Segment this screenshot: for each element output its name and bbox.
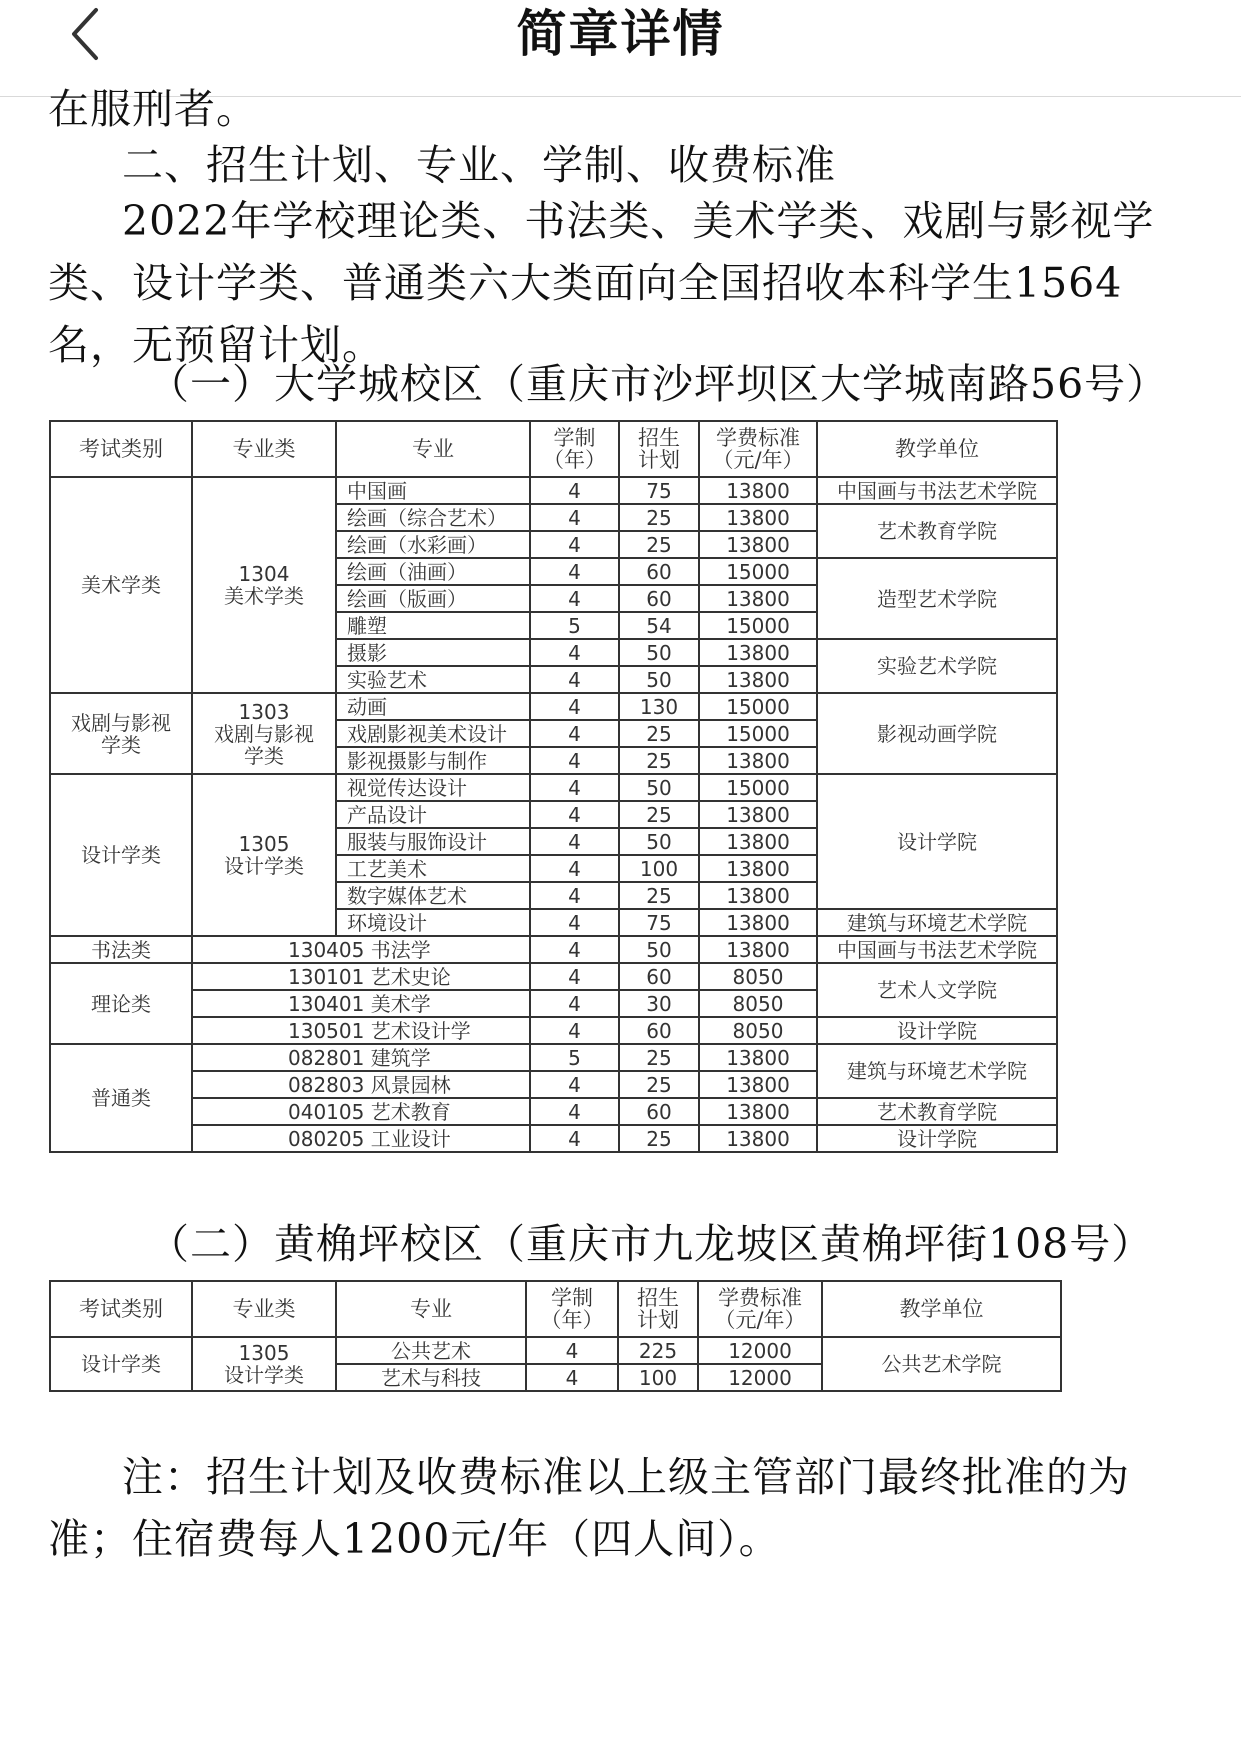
category-cell: 美术学类 — [50, 477, 192, 693]
plan-cell: 50 — [619, 666, 699, 693]
major-cell: 动画 — [336, 693, 530, 720]
fee-cell: 12000 — [698, 1337, 822, 1364]
unit-cell: 建筑与环境艺术学院 — [817, 909, 1057, 936]
years-cell: 4 — [530, 990, 619, 1017]
fee-cell: 13800 — [699, 666, 817, 693]
major-cell: 戏剧影视美术设计 — [336, 720, 530, 747]
unit-cell: 建筑与环境艺术学院 — [817, 1044, 1057, 1098]
years-cell: 4 — [530, 504, 619, 531]
years-cell: 4 — [530, 774, 619, 801]
major-cell: 工艺美术 — [336, 855, 530, 882]
plan-cell: 75 — [619, 909, 699, 936]
major-class-cell: 1304 美术学类 — [192, 477, 336, 693]
fee-cell: 13800 — [699, 909, 817, 936]
years-cell: 4 — [530, 747, 619, 774]
plan-cell: 60 — [619, 1098, 699, 1125]
unit-cell: 造型艺术学院 — [817, 558, 1057, 639]
unit-cell: 设计学院 — [817, 774, 1057, 909]
table-header-row — [50, 421, 1057, 477]
enrollment-table-campus1 — [49, 420, 1058, 1153]
table-row — [50, 963, 1057, 990]
unit-cell: 实验艺术学院 — [817, 639, 1057, 693]
fee-cell: 13800 — [699, 747, 817, 774]
years-cell: 4 — [530, 720, 619, 747]
years-cell: 4 — [530, 1017, 619, 1044]
plan-cell: 25 — [619, 801, 699, 828]
major-cell: 绘画（综合艺术） — [336, 504, 530, 531]
plan-cell: 60 — [619, 963, 699, 990]
major-cell: 实验艺术 — [336, 666, 530, 693]
years-cell: 4 — [530, 1098, 619, 1125]
header-major: 专业 — [336, 1281, 526, 1337]
plan-cell: 100 — [618, 1364, 698, 1391]
years-cell: 4 — [526, 1364, 618, 1391]
enrollment-table-campus2 — [49, 1280, 1062, 1392]
table-row — [50, 477, 1057, 504]
category-cell: 戏剧与影视 学类 — [50, 693, 192, 774]
years-cell: 4 — [530, 558, 619, 585]
table-row — [50, 774, 1057, 801]
table-row — [50, 693, 1057, 720]
plan-cell: 60 — [619, 558, 699, 585]
header-category: 考试类别 — [50, 421, 192, 477]
years-cell: 4 — [530, 585, 619, 612]
header-duration: 学制 （年） — [526, 1281, 618, 1337]
major-cell: 080205 工业设计 — [192, 1125, 530, 1152]
plan-cell: 100 — [619, 855, 699, 882]
header-major-class: 专业类 — [192, 1281, 336, 1337]
major-cell: 视觉传达设计 — [336, 774, 530, 801]
unit-cell: 设计学院 — [817, 1125, 1057, 1152]
fee-cell: 13800 — [699, 477, 817, 504]
campus2-heading: （二）黄桷坪校区（重庆市九龙坡区黄桷坪街108号） — [148, 1220, 1154, 1268]
years-cell: 4 — [530, 882, 619, 909]
plan-cell: 30 — [619, 990, 699, 1017]
unit-cell: 影视动画学院 — [817, 693, 1057, 774]
category-cell: 书法类 — [50, 936, 192, 963]
fee-cell: 13800 — [699, 504, 817, 531]
major-cell: 绘画（版画） — [336, 585, 530, 612]
major-class-cell: 1305 设计学类 — [192, 1337, 336, 1391]
major-cell: 公共艺术 — [336, 1337, 526, 1364]
fee-cell: 8050 — [699, 963, 817, 990]
years-cell: 4 — [530, 801, 619, 828]
major-class-cell: 1305 设计学类 — [192, 774, 336, 936]
major-cell: 130501 艺术设计学 — [192, 1017, 530, 1044]
major-cell: 摄影 — [336, 639, 530, 666]
unit-cell: 中国画与书法艺术学院 — [817, 936, 1057, 963]
years-cell: 4 — [530, 666, 619, 693]
page-title: 简章详情 — [516, 5, 725, 63]
category-cell: 普通类 — [50, 1044, 192, 1152]
major-cell: 数字媒体艺术 — [336, 882, 530, 909]
fee-cell: 13800 — [699, 936, 817, 963]
plan-cell: 25 — [619, 1044, 699, 1071]
category-cell: 理论类 — [50, 963, 192, 1044]
years-cell: 4 — [526, 1337, 618, 1364]
header-fee: 学费标准 （元/年） — [699, 421, 817, 477]
header-major: 专业 — [336, 421, 530, 477]
major-class-cell: 1303 戏剧与影视 学类 — [192, 693, 336, 774]
plan-cell: 25 — [619, 882, 699, 909]
major-cell: 绘画（水彩画） — [336, 531, 530, 558]
header-duration: 学制 （年） — [530, 421, 619, 477]
major-cell: 环境设计 — [336, 909, 530, 936]
fee-cell: 13800 — [699, 531, 817, 558]
plan-cell: 25 — [619, 747, 699, 774]
header-unit: 教学单位 — [817, 421, 1057, 477]
paragraph-fragment: 在服刑者。 — [48, 85, 258, 133]
plan-cell: 50 — [619, 936, 699, 963]
table-row — [50, 936, 1057, 963]
unit-cell: 公共艺术学院 — [822, 1337, 1061, 1391]
table-header-row — [50, 1281, 1061, 1337]
fee-cell: 15000 — [699, 693, 817, 720]
fee-cell: 15000 — [699, 612, 817, 639]
fee-cell: 8050 — [699, 990, 817, 1017]
plan-cell: 50 — [619, 774, 699, 801]
category-cell: 设计学类 — [50, 774, 192, 936]
plan-cell: 60 — [619, 1017, 699, 1044]
fee-cell: 13800 — [699, 801, 817, 828]
fee-cell: 13800 — [699, 1125, 817, 1152]
unit-cell: 艺术教育学院 — [817, 504, 1057, 558]
fee-cell: 13800 — [699, 639, 817, 666]
intro-paragraph: 2022年学校理论类、书法类、美术学类、戏剧与影视学类、设计学类、普通类六大类面向全国招收本科学生1564名，无预留计划。 — [48, 197, 1155, 369]
unit-cell: 中国画与书法艺术学院 — [817, 477, 1057, 504]
category-cell: 设计学类 — [50, 1337, 192, 1391]
header-plan: 招生 计划 — [619, 421, 699, 477]
plan-cell: 25 — [619, 1071, 699, 1098]
plan-cell: 50 — [619, 639, 699, 666]
fee-cell: 15000 — [699, 558, 817, 585]
major-cell: 082801 建筑学 — [192, 1044, 530, 1071]
section-heading: 二、招生计划、专业、学制、收费标准 — [122, 141, 836, 189]
fee-cell: 12000 — [698, 1364, 822, 1391]
header-unit: 教学单位 — [822, 1281, 1061, 1337]
header-category: 考试类别 — [50, 1281, 192, 1337]
table-row — [50, 1125, 1057, 1152]
note-paragraph: 注：招生计划及收费标准以上级主管部门最终批准的为准；住宿费每人1200元/年（四人间）。 — [48, 1453, 1130, 1563]
plan-cell: 130 — [619, 693, 699, 720]
fee-cell: 13800 — [699, 1098, 817, 1125]
major-cell: 040105 艺术教育 — [192, 1098, 530, 1125]
header-major-class: 专业类 — [192, 421, 336, 477]
years-cell: 4 — [530, 639, 619, 666]
campus1-heading: （一）大学城校区（重庆市沙坪坝区大学城南路56号） — [148, 360, 1169, 408]
plan-cell: 225 — [618, 1337, 698, 1364]
plan-cell: 54 — [619, 612, 699, 639]
table-row — [50, 1017, 1057, 1044]
years-cell: 4 — [530, 909, 619, 936]
major-cell: 雕塑 — [336, 612, 530, 639]
years-cell: 5 — [530, 612, 619, 639]
fee-cell: 13800 — [699, 585, 817, 612]
header-fee: 学费标准 （元/年） — [698, 1281, 822, 1337]
major-cell: 影视摄影与制作 — [336, 747, 530, 774]
unit-cell: 设计学院 — [817, 1017, 1057, 1044]
major-cell: 产品设计 — [336, 801, 530, 828]
table-row — [50, 1044, 1057, 1071]
fee-cell: 13800 — [699, 882, 817, 909]
plan-cell: 75 — [619, 477, 699, 504]
plan-cell: 25 — [619, 531, 699, 558]
years-cell: 4 — [530, 531, 619, 558]
years-cell: 4 — [530, 1071, 619, 1098]
fee-cell: 15000 — [699, 720, 817, 747]
fee-cell: 15000 — [699, 774, 817, 801]
fee-cell: 13800 — [699, 828, 817, 855]
plan-cell: 25 — [619, 1125, 699, 1152]
major-cell: 艺术与科技 — [336, 1364, 526, 1391]
years-cell: 4 — [530, 828, 619, 855]
unit-cell: 艺术教育学院 — [817, 1098, 1057, 1125]
years-cell: 4 — [530, 1125, 619, 1152]
years-cell: 4 — [530, 936, 619, 963]
years-cell: 4 — [530, 477, 619, 504]
major-cell: 中国画 — [336, 477, 530, 504]
table-row — [50, 1098, 1057, 1125]
major-cell: 130101 艺术史论 — [192, 963, 530, 990]
fee-cell: 13800 — [699, 855, 817, 882]
major-cell: 服装与服饰设计 — [336, 828, 530, 855]
table-row — [50, 1337, 1061, 1364]
years-cell: 4 — [530, 855, 619, 882]
major-cell: 130401 美术学 — [192, 990, 530, 1017]
major-cell: 082803 风景园林 — [192, 1071, 530, 1098]
fee-cell: 8050 — [699, 1017, 817, 1044]
plan-cell: 25 — [619, 504, 699, 531]
header-plan: 招生 计划 — [618, 1281, 698, 1337]
years-cell: 5 — [530, 1044, 619, 1071]
years-cell: 4 — [530, 693, 619, 720]
unit-cell: 艺术人文学院 — [817, 963, 1057, 1017]
major-cell: 130405 书法学 — [192, 936, 530, 963]
plan-cell: 60 — [619, 585, 699, 612]
plan-cell: 50 — [619, 828, 699, 855]
years-cell: 4 — [530, 963, 619, 990]
fee-cell: 13800 — [699, 1044, 817, 1071]
major-cell: 绘画（油画） — [336, 558, 530, 585]
plan-cell: 25 — [619, 720, 699, 747]
fee-cell: 13800 — [699, 1071, 817, 1098]
